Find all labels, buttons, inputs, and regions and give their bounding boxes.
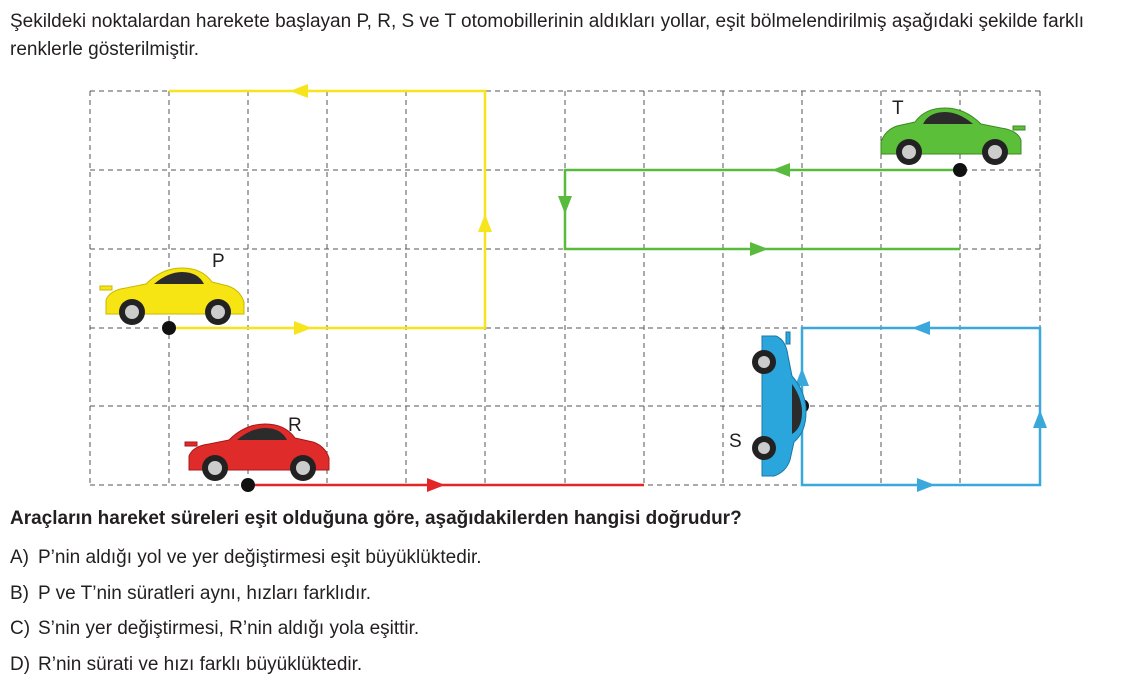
- path-t: [565, 170, 960, 249]
- start-dot-t: [953, 163, 967, 177]
- path-p-arrows: [290, 84, 492, 335]
- option-d[interactable]: D) R’nin sürati ve hızı farklı büyüklüktedir.: [10, 653, 363, 675]
- path-r-arrows: [427, 478, 445, 492]
- path-diagram: [0, 80, 1147, 492]
- car-p-label: P: [212, 251, 225, 272]
- car-r-label: R: [288, 415, 302, 436]
- option-b[interactable]: B) P ve T’nin süratleri aynı, hızları farklıdır.: [10, 582, 371, 604]
- start-dot-p: [162, 321, 176, 335]
- car-s-icon: [752, 332, 806, 476]
- car-r-icon: [185, 424, 329, 481]
- intro-text: Şekildeki noktalardan harekete başlayan P, R, S ve T otomobillerinin aldıkları yollar, eşit bölmelendirilmiş aşağıdaki şekilde farklı renklerle gösterilmiştir.: [10, 11, 1085, 60]
- start-dot-r: [241, 478, 255, 492]
- question-text: Araçların hareket süreleri eşit olduğuna göre, aşağıdakilerden hangisi doğrudur?: [10, 508, 742, 529]
- path-t-arrows: [558, 163, 790, 256]
- option-c[interactable]: C) S’nin yer değiştirmesi, R’nin aldığı yola eşittir.: [10, 618, 420, 639]
- option-a[interactable]: A) P’nin aldığı yol ve yer değiştirmesi eşit büyüklüktedir.: [10, 547, 482, 568]
- car-s-label: S: [729, 431, 742, 452]
- car-p-icon: [100, 268, 244, 325]
- car-t-label: T: [892, 98, 904, 119]
- answer-options: [10, 546, 482, 688]
